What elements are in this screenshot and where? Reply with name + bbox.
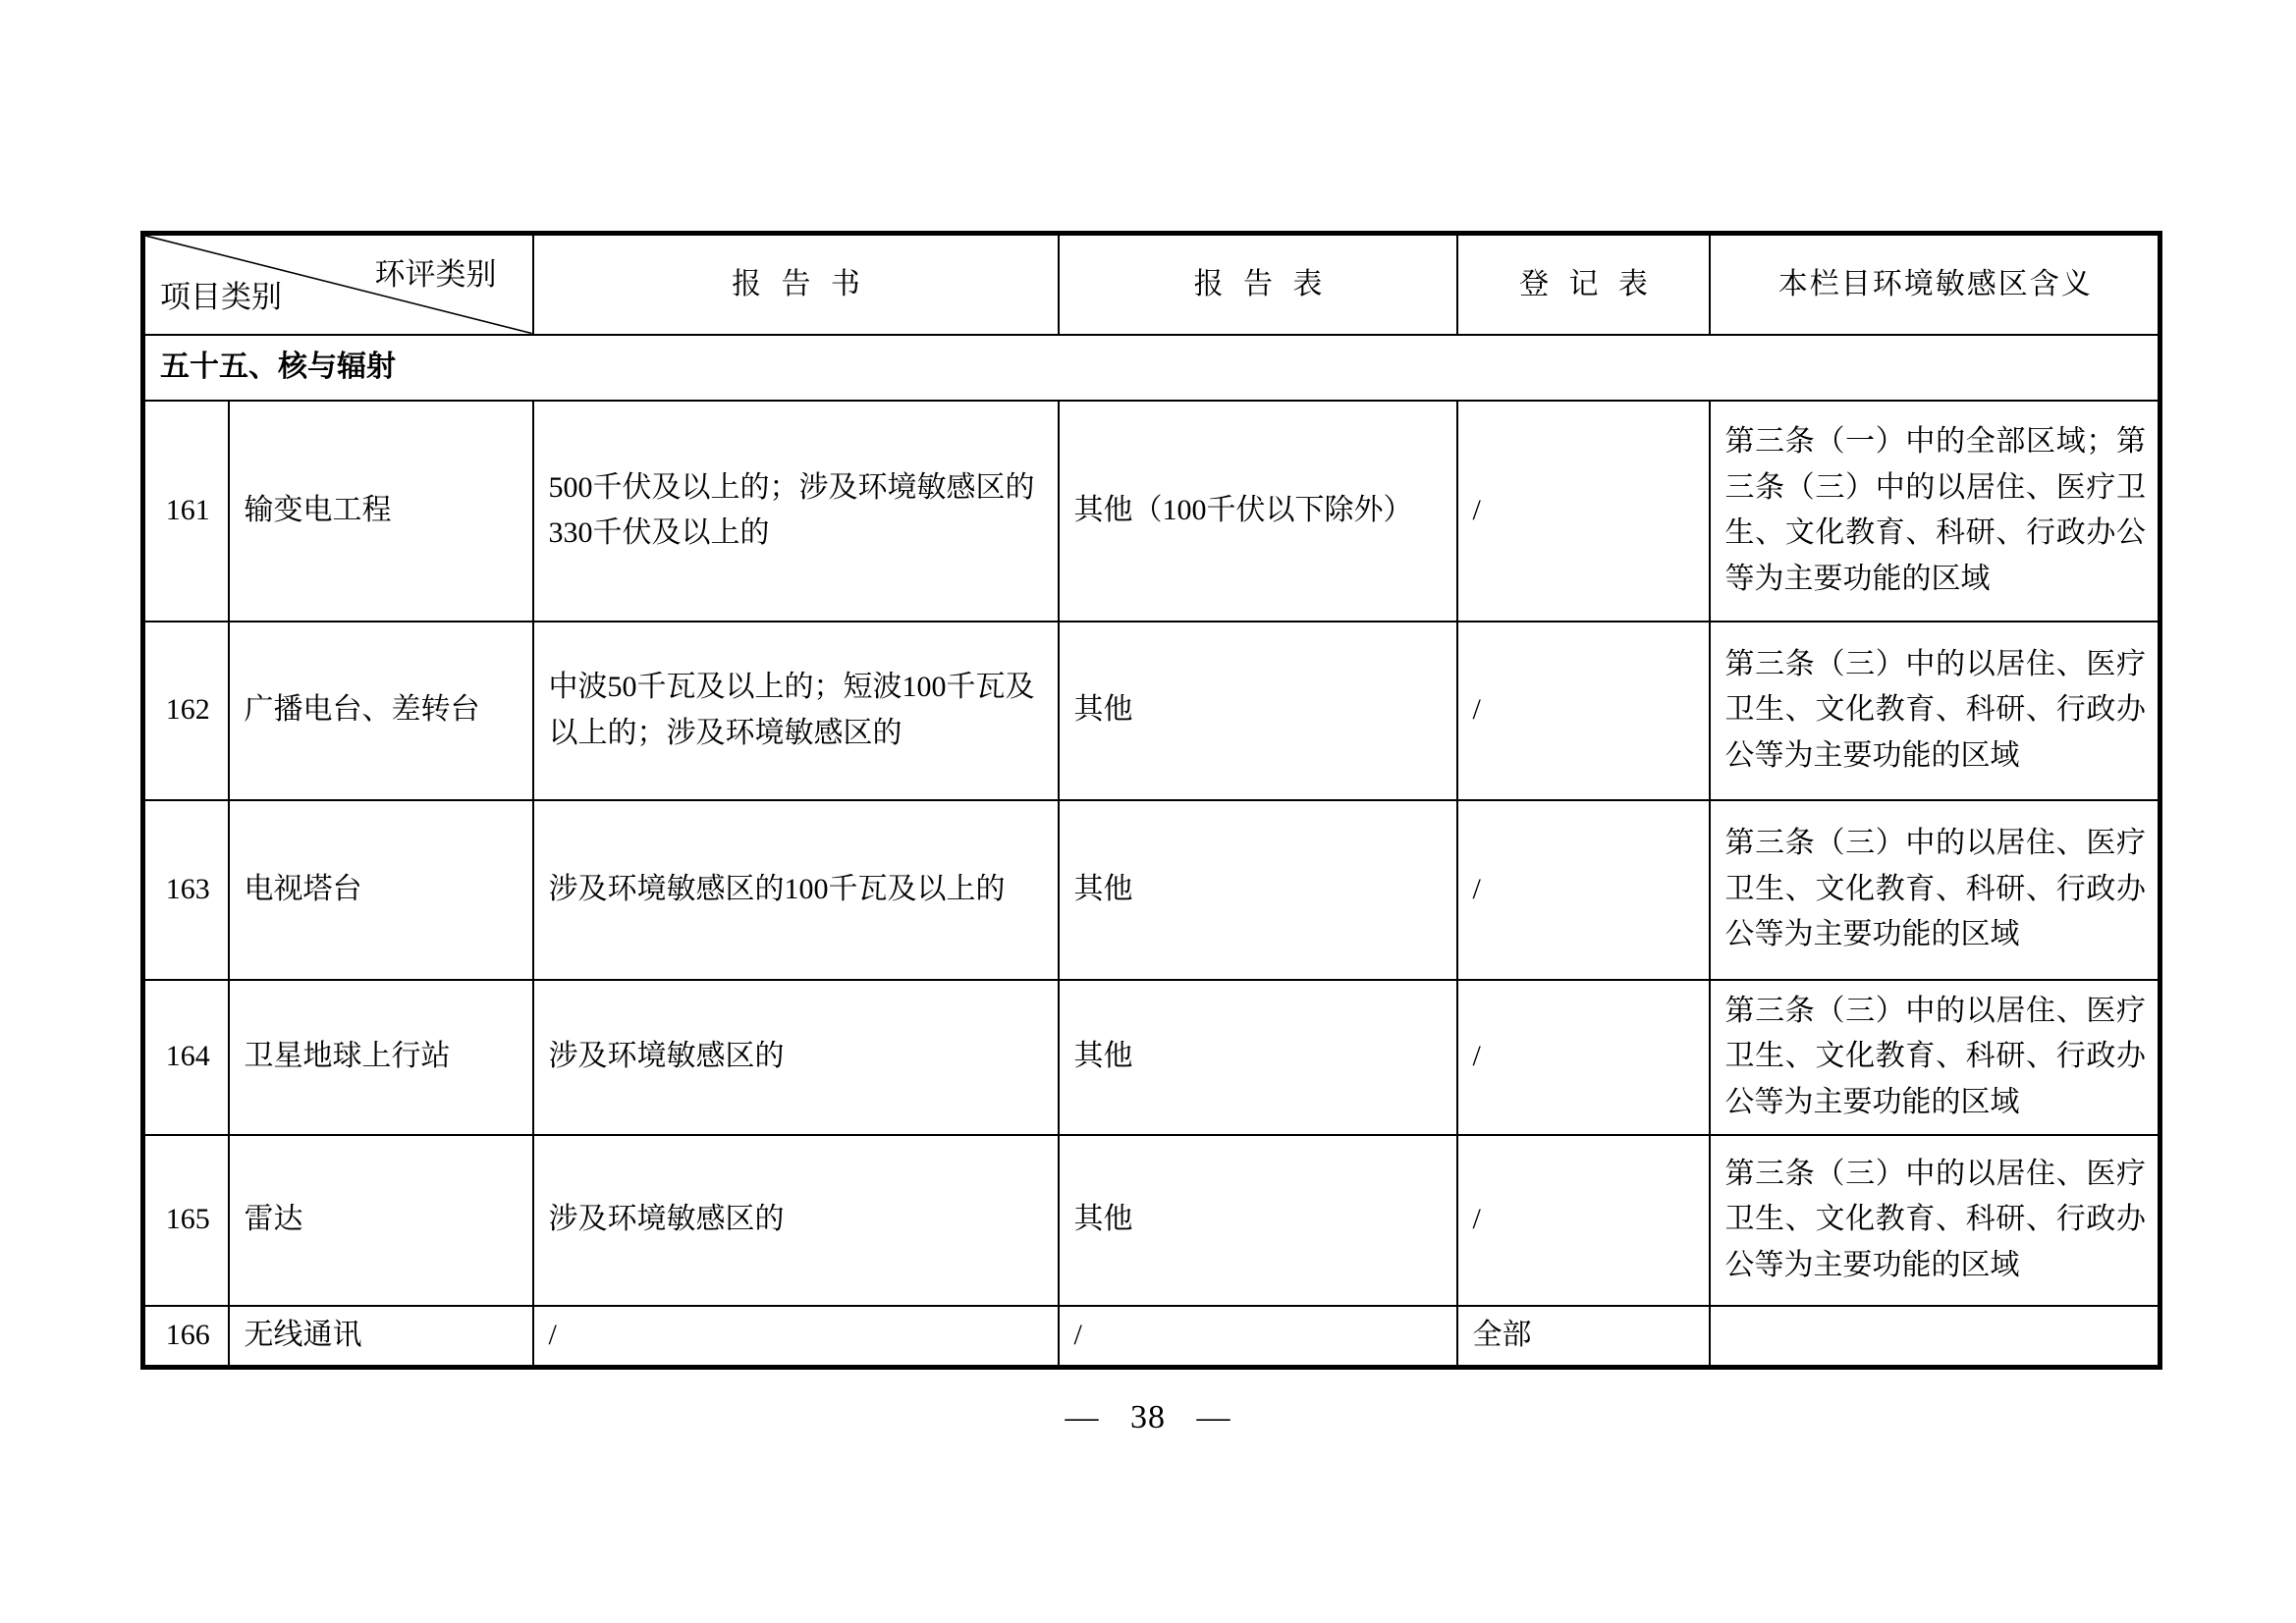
report-form-cell: 其他 [1059,800,1457,980]
meaning-cell: 第三条（三）中的以居住、医疗卫生、文化教育、科研、行政办公等为主要功能的区域 [1710,980,2160,1135]
registration-form-cell: / [1457,800,1710,980]
table-row [143,1135,2160,1306]
header-registration-form: 登 记 表 [1457,234,1710,335]
project-name: 雷达 [229,1135,533,1306]
row-number: 164 [143,980,229,1135]
table-row [143,622,2160,800]
project-name: 无线通讯 [229,1306,533,1368]
header-report-form: 报 告 表 [1059,234,1457,335]
section-row [143,335,2160,401]
project-name: 卫星地球上行站 [229,980,533,1135]
row-number: 163 [143,800,229,980]
row-number: 162 [143,622,229,800]
registration-form-cell: 全部 [1457,1306,1710,1368]
table-row [143,980,2160,1135]
report-book-cell: 中波50千瓦及以上的；短波100千瓦及以上的；涉及环境敏感区的 [533,622,1059,800]
project-name: 广播电台、差转台 [229,622,533,800]
section-title: 五十五、核与辐射 [143,335,2160,401]
report-book-cell: 涉及环境敏感区的100千瓦及以上的 [533,800,1059,980]
meaning-cell: 第三条（三）中的以居住、医疗卫生、文化教育、科研、行政办公等为主要功能的区域 [1710,800,2160,980]
table-row [143,800,2160,980]
page-number: — 38 — [1065,1399,1231,1435]
project-name: 电视塔台 [229,800,533,980]
registration-form-cell: / [1457,1135,1710,1306]
report-form-cell: 其他 [1059,980,1457,1135]
row-number: 166 [143,1306,229,1368]
report-form-cell: 其他 [1059,1135,1457,1306]
report-form-cell: / [1059,1306,1457,1368]
meaning-cell: 第三条（三）中的以居住、医疗卫生、文化教育、科研、行政办公等为主要功能的区域 [1710,1135,2160,1306]
eia-category-label: 环评类别 [374,257,497,292]
report-book-cell: / [533,1306,1059,1368]
meaning-cell: 第三条（三）中的以居住、医疗卫生、文化教育、科研、行政办公等为主要功能的区域 [1710,622,2160,800]
header-report-book: 报 告 书 [533,234,1059,335]
table-row [143,401,2160,622]
meaning-cell: 第三条（一）中的全部区域；第三条（三）中的以居住、医疗卫生、文化教育、科研、行政办公等为主要功能的区域 [1710,401,2160,622]
table-row [143,1306,2160,1368]
registration-form-cell: / [1457,980,1710,1135]
row-number: 161 [143,401,229,622]
row-number: 165 [143,1135,229,1306]
project-category-label: 项目类别 [160,280,282,315]
project-name: 输变电工程 [229,401,533,622]
report-book-cell: 涉及环境敏感区的 [533,980,1059,1135]
report-form-cell: 其他（100千伏以下除外） [1059,401,1457,622]
table-header-row [143,234,2160,335]
classification-table [140,231,2162,1370]
report-book-cell: 500千伏及以上的；涉及环境敏感区的330千伏及以上的 [533,401,1059,622]
report-book-cell: 涉及环境敏感区的 [533,1135,1059,1306]
registration-form-cell: / [1457,622,1710,800]
header-meaning: 本栏目环境敏感区含义 [1710,234,2160,335]
meaning-cell [1710,1306,2160,1368]
diagonal-header-cell [143,234,533,335]
report-form-cell: 其他 [1059,622,1457,800]
registration-form-cell: / [1457,401,1710,622]
